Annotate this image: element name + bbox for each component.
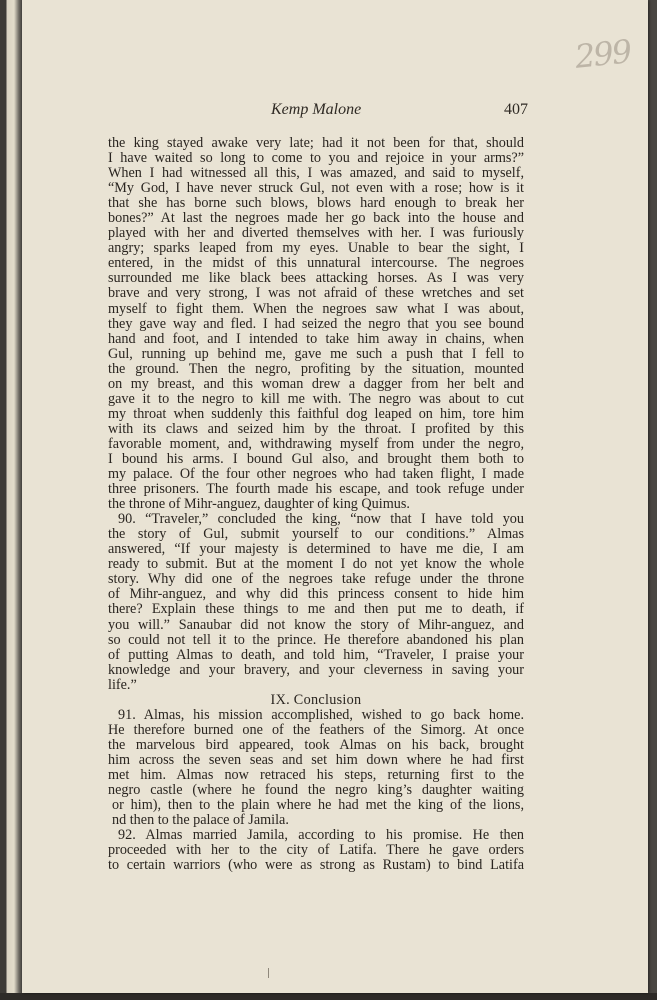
text-line: story. Why did one of the negroes take refuge under the throne — [108, 571, 524, 588]
text-line: When I had witnessed all this, I was amazed, and said to myself, — [108, 165, 524, 182]
text-line: surrounded me like black bees attacking horses. As I was very — [108, 270, 524, 287]
text-line: to certain warriors (who were as strong as Rustam) to bind Latifa — [108, 857, 524, 874]
text-line: ready to submit. But at the moment I do not yet know the whole — [108, 556, 524, 573]
text-line: you will.” Sanaubar did not know the story of Mihr-anguez, and — [108, 616, 524, 633]
text-line: negro castle (where he found the negro king’s daughter waiting — [108, 782, 524, 799]
text-line: on my breast, and this woman drew a dagger from her belt and — [108, 375, 524, 392]
text-line: gave it to the negro to kill me with. The negro was about to cut — [108, 390, 524, 407]
text-line: my throat when suddenly this faithful dog leaped on him, tore him — [108, 405, 524, 422]
text-line: entered, in the midst of this unnatural intercourse. The negroes — [108, 255, 524, 272]
text-line: met him. Almas now retraced his steps, returning first to the — [108, 766, 524, 783]
text-line: with its claws and seized him by the throat. I profited by this — [108, 420, 524, 437]
text-line: the ground. Then the negro, profiting by the situation, mounted — [108, 360, 524, 377]
text-line: of Mihr-anguez, and why did this princess consent to hide him — [108, 586, 524, 603]
text-line: my palace. Of the four other negroes who had taken flight, I made — [108, 466, 524, 483]
text-line: the throne of Mihr-anguez, daughter of king Quimus. — [108, 496, 410, 513]
text-line: favorable moment, and, withdrawing myself from under the negro, — [108, 435, 524, 452]
text-line: I have waited so long to come to you and rejoice in your arms?” — [108, 150, 524, 167]
text-line: the story of Gul, submit yourself to our conditions.” Almas — [108, 526, 524, 543]
text-line: they gave way and fled. I had seized the negro that you see bound — [108, 315, 524, 332]
running-header-title: Kemp Malone — [271, 101, 362, 118]
text-line: Gul, running up behind me, gave me such a push that I fell to — [108, 345, 524, 362]
text-line: of putting Almas to death, and told him, “Traveler, I praise your — [108, 646, 524, 663]
text-line: three prisoners. The fourth made his escape, and took refuge under — [108, 481, 524, 498]
running-header — [86, 101, 528, 125]
text-line: there? Explain these things to me and then put me to death, if — [108, 601, 524, 618]
text-line: life.” — [108, 676, 137, 693]
text-line: 92. Almas married Jamila, according to his promise. He then — [118, 827, 524, 844]
text-line: “My God, I have never struck Gul, not even with a rose; how is it — [108, 180, 524, 197]
text-line: the king stayed awake very late; had it not been for that, should — [108, 135, 524, 151]
section-heading: IX. Conclusion — [270, 691, 362, 708]
page-blemish — [268, 968, 269, 978]
text-line: angry; sparks leaped from my eyes. Unable to bear the sight, I — [108, 240, 524, 257]
text-line: knowledge and your bravery, and your cleverness in saving your — [108, 661, 524, 678]
text-line: 90. “Traveler,” concluded the king, “now that I have told you — [118, 511, 524, 528]
page-number: 407 — [504, 101, 528, 118]
text-line: answered, “If your majesty is determined to have me die, I am — [108, 541, 524, 558]
left-page-edge — [0, 0, 22, 1000]
text-line: 91. Almas, his mission accomplished, wished to go back home. — [118, 706, 524, 723]
text-line: bones?” At last the negroes made her go back into the house and — [108, 210, 524, 227]
text-line: proceeded with her to the city of Latifa. There he gave orders — [108, 842, 524, 859]
text-line: him across the seven seas and set him down where he had first — [108, 751, 524, 768]
text-line: hand and foot, and I intended to take him away in chains, when — [108, 330, 524, 347]
text-line: brave and very strong, I was not afraid of these wretches and set — [108, 285, 524, 302]
text-line: played with her and diverted themselves with her. I was furiously — [108, 225, 524, 242]
handwritten-folio-number: 299 — [573, 32, 632, 76]
body-text — [108, 136, 524, 873]
text-line: myself to fight them. When the negroes saw what I was about, — [108, 300, 524, 317]
text-line: I bound his arms. I bound Gul also, and brought them both to — [108, 450, 524, 467]
text-line: or him), then to the plain where he had met the king of the lions, — [112, 797, 524, 814]
text-line: the marvelous bird appeared, took Almas on his back, brought — [108, 736, 524, 753]
text-line: that she has borne such blows, blows hard enough to break her — [108, 195, 524, 212]
text-line: nd then to the palace of Jamila. — [112, 812, 289, 829]
scan-bottom-edge — [0, 993, 657, 1000]
text-line: so could not tell it to the prince. He therefore abandoned his plan — [108, 631, 524, 648]
text-line: He therefore burned one of the feathers of the Simorg. At once — [108, 721, 524, 738]
